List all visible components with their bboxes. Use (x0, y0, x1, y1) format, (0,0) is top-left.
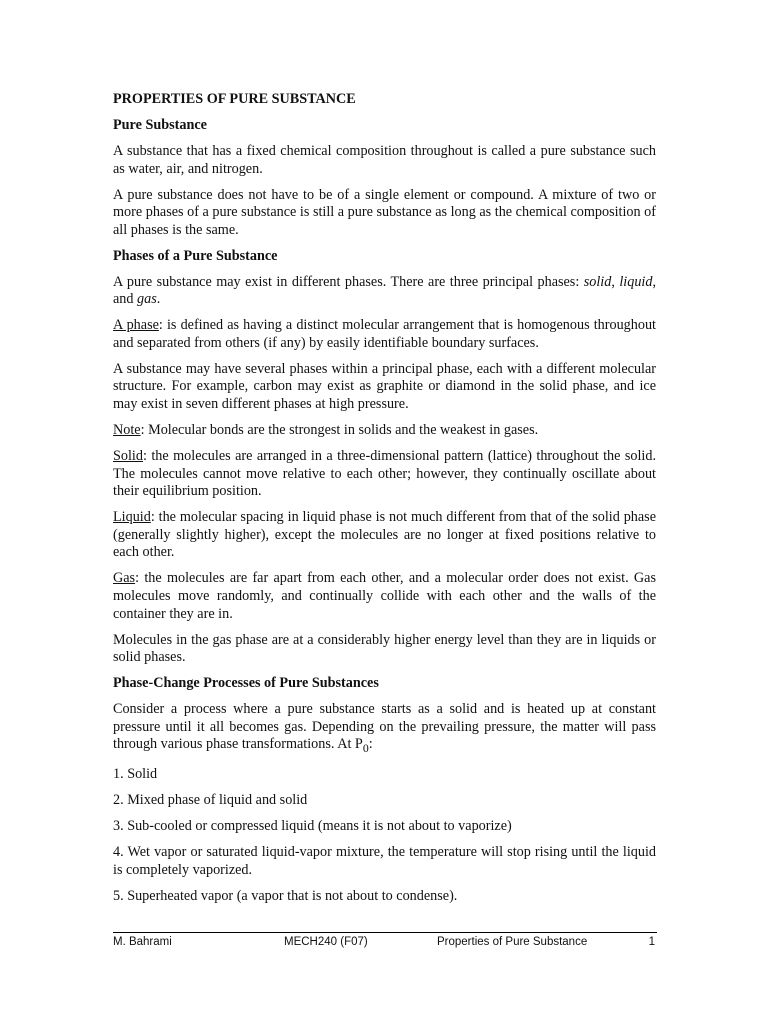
heading-phase-change: Phase-Change Processes of Pure Substances (113, 675, 379, 692)
list-item-3: 3. Sub-cooled or compressed liquid (means it is not about to vaporize) (113, 818, 512, 835)
heading-phases: Phases of a Pure Substance (113, 247, 278, 264)
page-footer (113, 932, 657, 951)
page-title: PROPERTIES OF PURE SUBSTANCE (113, 91, 356, 107)
term-gas-italic: gas (137, 291, 157, 308)
and-text: , and (113, 273, 656, 308)
note-text: : Molecular bonds are the strongest in solids and the weakest in gases. (140, 422, 539, 439)
footer-author: M. Bahrami (113, 936, 172, 948)
paragraph-liquid (113, 509, 656, 562)
list-item-4: 4. Wet vapor or saturated liquid-vapor mixture, the temperature will stop rising until the liquid is completely vaporized. (113, 844, 656, 878)
liquid-text: : the molecular spacing in liquid phase is not much different from that of the solid phase (generally slightly higher), except the molecules are no longer at fixed positions relative to each other. (113, 509, 656, 561)
paragraph-principal-phases (113, 274, 656, 309)
term-liquid-italic: liquid (619, 273, 653, 290)
paragraph-phase-definition (113, 317, 656, 352)
paragraph-note (113, 422, 656, 440)
gas-text: : the molecules are far apart from each other, and a molecular order does not exist. Gas molecules move randomly, and continually collide with each other and the walls of the container they are in. (113, 570, 656, 622)
footer-page-number: 1 (648, 936, 655, 948)
paragraph-definition: A substance that has a fixed chemical composition throughout is called a pure substance such as water, air, and nitrogen. (113, 142, 656, 177)
paragraph-gas (113, 570, 656, 623)
footer-topic: Properties of Pure Substance (437, 936, 588, 948)
phase-change-intro-text: Consider a process where a pure substance starts as a solid and is heated up at constant pressure until it all becomes gas. Depending on the prevailing pressure, the matter will pass through various phase transformations. At P (113, 701, 656, 753)
term-solid: Solid (113, 448, 143, 465)
list-item-1: 1. Solid (113, 766, 158, 783)
term-gas: Gas (113, 570, 136, 587)
list-item-2: 2. Mixed phase of liquid and solid (113, 792, 308, 809)
phase-change-intro-end: : (368, 736, 373, 753)
page-content (113, 91, 656, 914)
list-item-5: 5. Superheated vapor (a vapor that is not about to condense). (113, 887, 458, 904)
term-a-phase: A phase (113, 317, 159, 334)
term-note: Note (113, 422, 141, 439)
paragraph-phase-change-intro (113, 701, 656, 758)
phase-definition-text: : is defined as having a distinct molecular arrangement that is homogenous throughout and separated from others (if any) by easily identifiable boundary surfaces. (113, 317, 656, 351)
paragraph-several-phases: A substance may have several phases within a principal phase, each with a different molecular structure. For example, carbon may exist as graphite or diamond in the solid phase, and ice may exist in seven different phases at high pressure. (113, 360, 656, 413)
footer-course: MECH240 (F07) (284, 936, 368, 948)
solid-text: : the molecules are arranged in a three-dimensional pattern (lattice) throughout the solid. The molecules cannot move relative to each other; however, they continually oscillate about their equilibrium position. (113, 448, 656, 500)
paragraph-solid (113, 448, 656, 501)
principal-phases-text: A pure substance may exist in different phases. There are three principal phases: (113, 273, 584, 290)
period-text: . (156, 291, 161, 308)
paragraph-energy: Molecules in the gas phase are at a considerably higher energy level than they are in liquids or solid phases. (113, 631, 656, 666)
pressure-subscript: 0 (362, 741, 369, 756)
paragraph-mixture: A pure substance does not have to be of a single element or compound. A mixture of two or more phases of a pure substance is still a pure substance as long as the chemical composition of all phases is the same. (113, 186, 656, 238)
term-liquid: Liquid (113, 509, 151, 526)
term-solid-italic: solid (583, 273, 612, 290)
heading-pure-substance: Pure Substance (113, 116, 207, 133)
comma-text: , (611, 273, 620, 290)
